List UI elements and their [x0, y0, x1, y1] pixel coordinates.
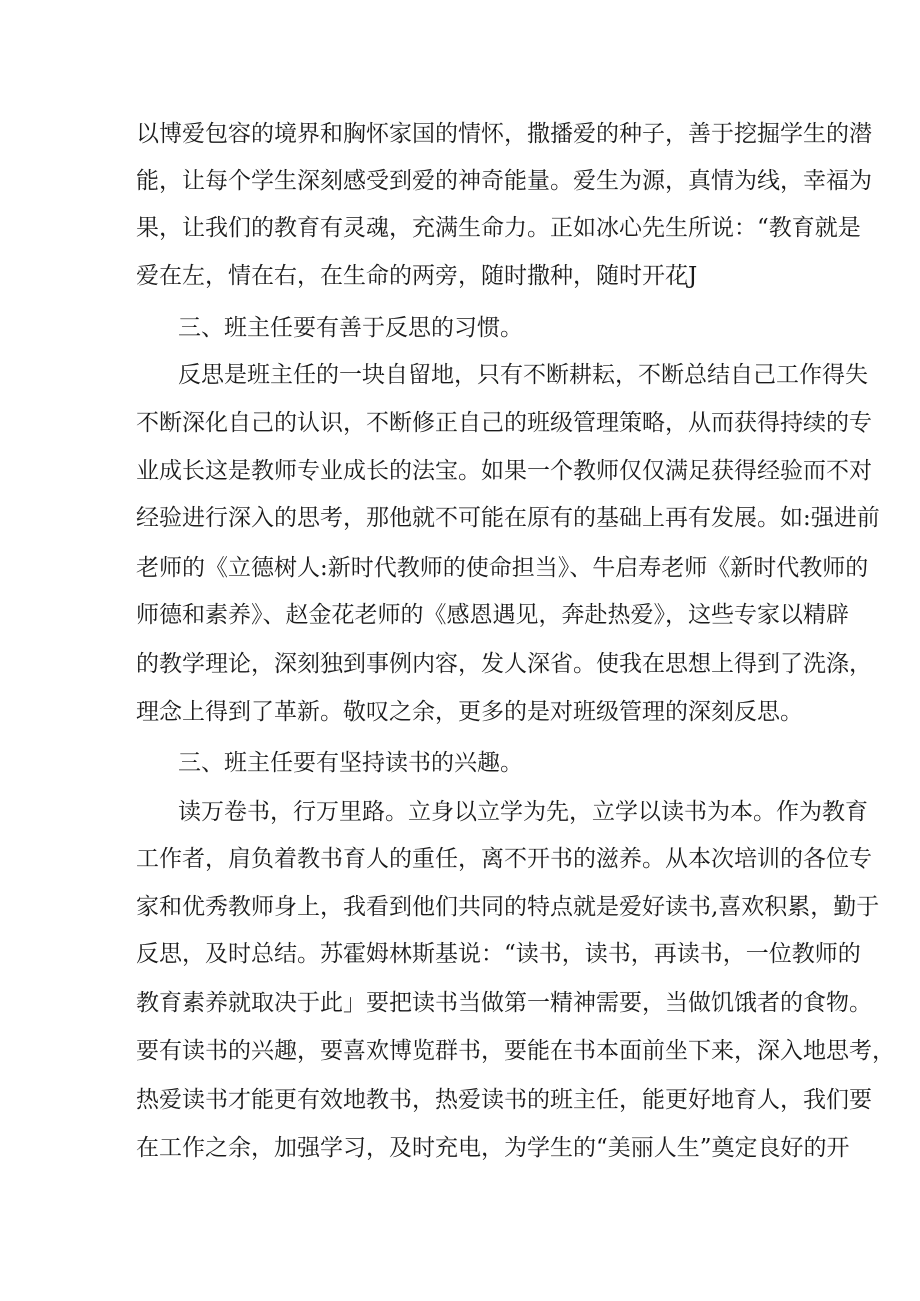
text-line: 业成长这是教师专业成长的法宝。如果一个教师仅仅满足获得经验而不对 — [136, 458, 872, 484]
text-line: 的教学理论，深刻独到事例内容，发人深省。使我在思想上得到了洗涤， — [136, 651, 872, 677]
text-line: 老师的《立德树人:新时代教师的使命担当》、牛启寿老师《新时代教师的 — [136, 555, 869, 581]
text-line: 教育素养就取决于此」要把读书当做第一精神需要，当做饥饿者的食物。 — [136, 990, 872, 1016]
text-line: 要有读书的兴趣，要喜欢博览群书，要能在书本面前坐下来，深入地思考， — [136, 1038, 895, 1064]
text-line: 工作者，肩负着教书育人的重任，离不开书的滋养。从本次培训的各位专 — [136, 846, 872, 872]
text-line: 反思，及时总结。苏霍姆林斯基说：“读书，读书，再读书，一位教师的 — [136, 941, 861, 967]
text-line: 果，让我们的教育有灵魂，充满生命力。正如冰心先生所说：“教育就是 — [136, 215, 861, 241]
text-line: 不断深化自己的认识，不断修正自己的班级管理策略，从而获得持续的专 — [136, 410, 872, 436]
text-line: 读万卷书，行万里路。立身以立学为先，立学以读书为本。作为教育 — [178, 799, 868, 825]
text-line: 在工作之余，加强学习，及时充电，为学生的“美丽人生”奠定良好的开 — [136, 1135, 850, 1161]
section-heading: 三、班主任要有善于反思的习惯。 — [178, 315, 523, 341]
text-line: 经验进行深入的思考，那他就不可能在原有的基础上再有发展。如:强进前 — [136, 505, 880, 531]
text-line: 热爱读书才能更有效地教书，热爱读书的班主任，能更好地育人，我们要 — [136, 1087, 872, 1113]
text-line: 能，让每个学生深刻感受到爱的神奇能量。爱生为源，真情为线，幸福为 — [136, 168, 872, 194]
text-line: 以博爱包容的境界和胸怀家国的情怀，撒播爱的种子，善于挖掘学生的潜 — [136, 121, 872, 147]
text-line: 反思是班主任的一块自留地，只有不断耕耘，不断总结自己工作得失 — [178, 362, 868, 388]
text-line: 师德和素养》、赵金花老师的《感恩遇见，奔赴热爱》，这些专家以精辟 — [136, 602, 849, 628]
text-line: 爱在左，情在右，在生命的两旁，随时撒种，随时开花J — [136, 263, 698, 289]
text-line: 家和优秀教师身上，我看到他们共同的特点就是爱好读书,喜欢积累，勤于 — [136, 894, 880, 920]
text-line: 理念上得到了革新。敬叹之余，更多的是对班级管理的深刻反思。 — [136, 699, 803, 725]
section-heading: 三、班主任要有坚持读书的兴趣。 — [178, 750, 523, 776]
